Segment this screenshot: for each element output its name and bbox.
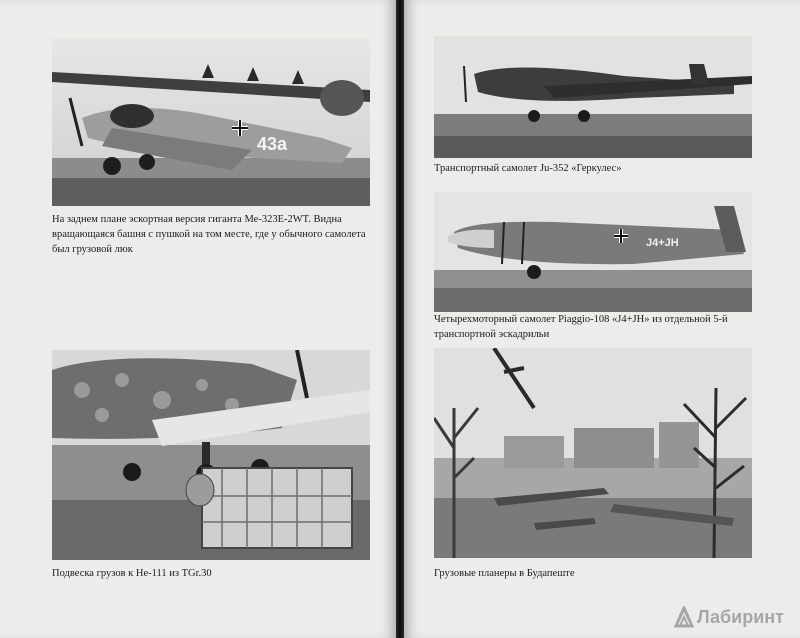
left-page	[0, 0, 396, 638]
labirint-watermark	[674, 606, 784, 628]
caption-ju352: Транспортный самолет Ju-352 «Геркулес»	[434, 163, 622, 174]
aircraft-marking-j4jh: J4+JH	[646, 237, 679, 249]
caption-gliders: Грузовые планеры в Будапеште	[434, 568, 575, 579]
caption-he111: Подвеска грузов к He-111 из TGr.30	[52, 568, 212, 579]
caption-piaggio108: Четырехмоторный самолет Piaggio-108 «J4+JH» из отдельной 5-й транспортной эскадрильи	[434, 314, 728, 340]
labirint-logo-icon	[674, 606, 694, 628]
photo-gliders-budapest	[434, 348, 752, 558]
right-page	[404, 0, 800, 638]
photo-piaggio108	[434, 192, 752, 312]
aircraft-marking-43a: 43a	[257, 134, 288, 154]
book-gutter	[396, 0, 404, 638]
photo-me323-escort	[52, 38, 370, 206]
photo-ju352	[434, 36, 752, 158]
photo-he111-cargo	[52, 350, 370, 560]
watermark-text: Лабиринт	[696, 606, 784, 627]
caption-me323: На заднем плане эскортная версия гиганта Ме-323Е-2WT. Видна вращающаяся башня с пушкой на том месте, где у обычного самолета был грузовой люк	[52, 214, 366, 255]
